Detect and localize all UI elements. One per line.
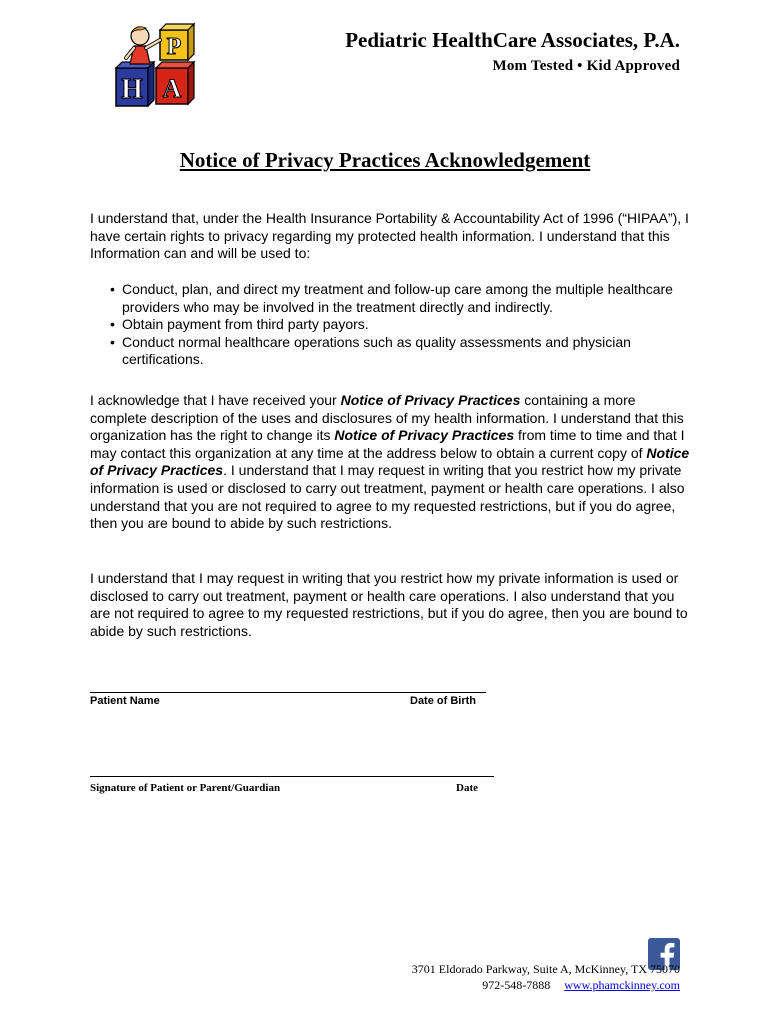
footer-address: 3701 Eldorado Parkway, Suite A, McKinney, TX 75070 (411, 962, 680, 976)
notice-term: Notice of Privacy Practices (90, 444, 690, 479)
intro-paragraph (90, 210, 690, 263)
list-item-text: Conduct normal healthcare operations such as quality assessments and physician certifications. (122, 333, 631, 368)
svg-text:A: A (162, 74, 182, 103)
ack-part-2: containing a more complete description of the uses and disclosures of my health information. I understand that this organization has the right to change its (90, 392, 684, 444)
pha-blocks-logo (106, 18, 202, 110)
date-of-birth-label: Date of Birth (410, 695, 476, 707)
ack-part-4: . I understand that I may request in writing that you restrict how my private information is used or disclosed to carry out treatment, payment or health care operations. I also understand that you are not required to agree to my requested restrictions, but if you do agree, then you are bound to abide by such restrictions. (90, 462, 685, 532)
list-item-text: Obtain payment from third party payors. (122, 316, 369, 333)
restriction-text: I understand that I may request in writing that you restrict how my private information is used or disclosed to carry out treatment, payment or health care operations. I also understand that you are not required to agree to my requested restrictions, but if you do agree, then you are bound to abide by such restrictions. (90, 570, 688, 639)
block-h (116, 62, 154, 106)
footer-contact (412, 977, 680, 993)
ack-part-1: I acknowledge that I have received your (90, 392, 341, 408)
bullet-glyph: • (110, 316, 115, 333)
organization-name: Pediatric HealthCare Associates, P.A. (345, 28, 680, 52)
signature-label: Signature of Patient or Parent/Guardian (90, 782, 281, 794)
footer (412, 961, 680, 993)
patient-name-line[interactable] (90, 692, 486, 693)
footer-phone: 972-548-7888 (482, 978, 551, 992)
svg-text:P: P (166, 34, 182, 60)
list-item (90, 316, 690, 334)
notice-term: Notice of Privacy Practices (340, 392, 521, 408)
document-title: Notice of Privacy Practices Acknowledgement (179, 148, 591, 172)
patient-name-label: Patient Name (90, 695, 160, 707)
block-a (156, 62, 194, 104)
usage-list (90, 281, 690, 369)
svg-text:H: H (121, 74, 143, 105)
bullet-glyph: • (110, 333, 115, 350)
date-label: Date (456, 782, 478, 794)
website-link[interactable]: www.phamckinney.com (564, 978, 680, 992)
acknowledgement-text (90, 392, 690, 533)
signature-line[interactable] (90, 776, 494, 777)
tagline: Mom Tested • Kid Approved (492, 58, 680, 74)
notice-term: Notice of Privacy Practices (334, 427, 515, 444)
list-item (90, 334, 690, 369)
list-item-text: Conduct, plan, and direct my treatment and follow-up care among the multiple healthcare providers who may be involved in the treatment directly and indirectly. (122, 281, 673, 315)
bullet-glyph: • (110, 281, 115, 297)
intro-text: I understand that, under the Health Insurance Portability & Accountability Act of 1996 (“HIPAA”), I have certain rights to privacy regarding my protected health information. I understand that this Information can and will be used to: (90, 210, 689, 262)
child-figure (126, 27, 160, 64)
block-p (160, 24, 194, 60)
acknowledgement-paragraph (90, 392, 690, 533)
restriction-paragraph (90, 570, 690, 640)
ack-part-3: from time to time and that I may contact this organization at any time at the address below to obtain a current copy of (90, 427, 685, 461)
list-item (90, 281, 690, 316)
